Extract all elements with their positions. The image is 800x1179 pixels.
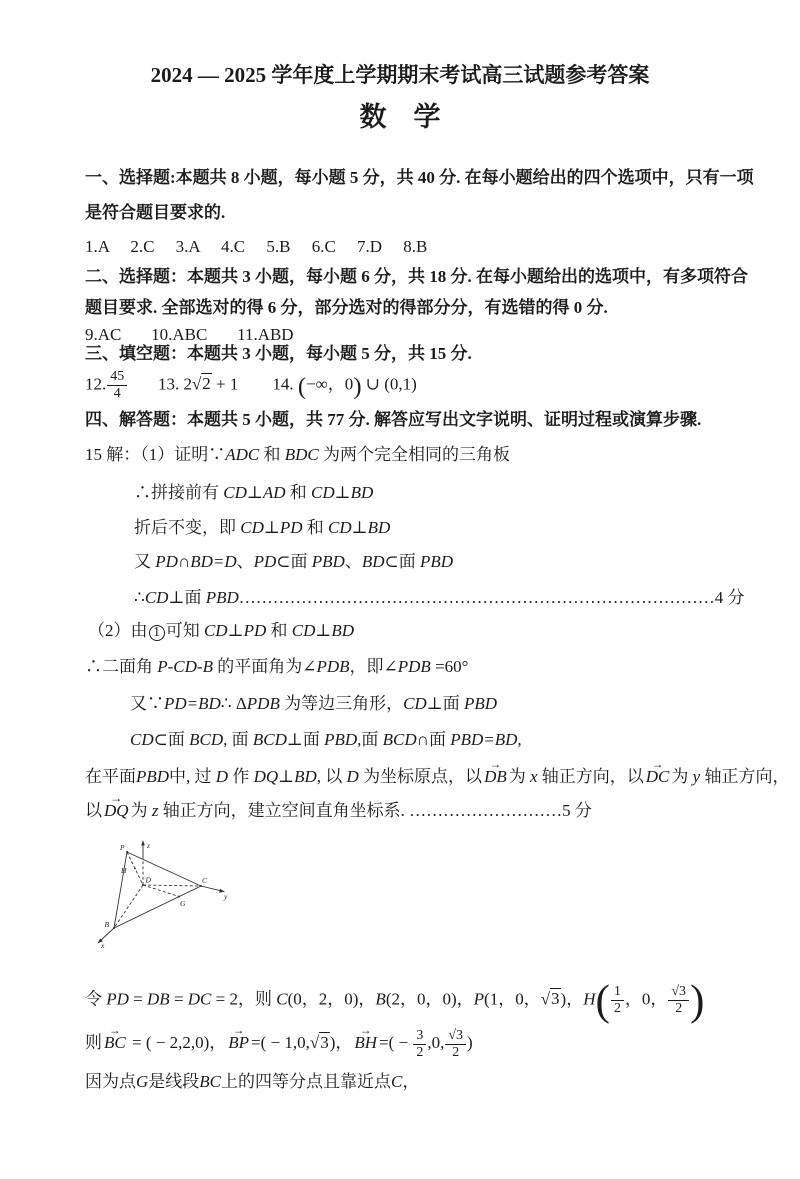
point-g bbox=[178, 896, 180, 898]
q15-solution-line10: 在平面PBD中, 过 D 作 DQ⊥BD, 以 D 为坐标原点，以 → DB 为 x 轴正方向，以 → DC 为 y 轴正方向， bbox=[85, 757, 790, 786]
section1-heading-line1: 一、选择题:本题共 8 小题，每小题 5 分，共 40 分. 在每小题给出的四个选项中，只有一项 bbox=[85, 168, 754, 187]
point-b bbox=[113, 927, 115, 929]
figure-label-x: x bbox=[101, 941, 105, 950]
q15-solution-line7: ∴二面角 P-CD-B 的平面角为∠PDB，即∠PDB =60° bbox=[85, 657, 469, 676]
figure-label-d: D bbox=[145, 875, 151, 885]
q15-solution-line1: 15 解：（1）证明∵ADC 和 BDC 为两个完全相同的三角板 bbox=[85, 445, 510, 464]
q15-solution-line13: 则 → BC = ( − 2,2,0)， → BP =( − 1,0,√3)， → BH =( − $\frac{3}{2}$ ,0, $\frac{√3}{2}$ ) bbox=[85, 1023, 473, 1060]
figure-label-g: G bbox=[180, 899, 186, 908]
figure-dashed-db bbox=[114, 885, 143, 928]
figure-label-y: y bbox=[224, 892, 228, 901]
point-d bbox=[142, 884, 144, 886]
section2-heading-line2: 题目要求. 全部选对的得 6 分，部分选对的得部分分，有选错的得 0 分. bbox=[85, 298, 608, 317]
q15-solution-line11: 以 → DQ 为 z 轴正方向，建立空间直角坐标系. ………………………5 分 bbox=[85, 791, 592, 820]
point-c bbox=[200, 885, 202, 887]
answers-q12-14: 12. $\frac{45}{4}$ 13. 2√2 + 1 14. (−∞，0) ∪ (0,1) bbox=[85, 369, 417, 401]
subject-title: 数 学 bbox=[359, 102, 441, 132]
answers-q1-8: 1.A 2.C 3.A 4.C 5.B 6.C 7.D 8.B bbox=[85, 237, 428, 256]
q15-solution-line8: 又∵PD=BD∴ ΔPDB 为等边三角形，CD⊥面 PBD bbox=[130, 694, 498, 713]
figure-dashed-dg bbox=[143, 885, 179, 897]
exam-title: 2024 — 2025 学年度上学期期末考试高三试题参考答案 bbox=[150, 63, 650, 87]
section3-heading: 三、填空题：本题共 3 小题，每小题 5 分，共 15 分. bbox=[85, 344, 472, 363]
figure-label-z: z bbox=[147, 841, 150, 850]
q15-solution-line5: ∴CD⊥面 PBD…………………………………………………………………………4 分 bbox=[134, 588, 745, 607]
q15-solution-line14: 因为点G是线段BC上的四等分点且靠近点C， bbox=[85, 1072, 420, 1091]
q15-solution-line3: 折后不变，即 CD⊥PD 和 CD⊥BD bbox=[134, 518, 391, 537]
section1-heading-line2: 是符合题目要求的. bbox=[85, 203, 226, 222]
coordinate-figure bbox=[88, 833, 238, 965]
figure-label-b: B bbox=[104, 920, 110, 929]
figure-dashed-dc bbox=[143, 885, 201, 886]
z-axis-arrowhead bbox=[141, 840, 145, 846]
point-h bbox=[134, 868, 136, 870]
section4-heading: 四、解答题：本题共 5 小题，共 77 分. 解答应写出文字说明、证明过程或演算步骤. bbox=[85, 410, 702, 429]
figure-edge-pb bbox=[114, 852, 127, 928]
section2-heading-line1: 二、选择题：本题共 3 小题，每小题 6 分，共 18 分. 在每小题给出的选项中，有多项符合 bbox=[85, 267, 748, 286]
point-p bbox=[126, 851, 128, 853]
q15-solution-line12: 令 PD = DB = DC = 2，则 C(0，2，0)，B(2，0，0)，P(1，0，√3)，H( $\frac{1}{2}$ ，0， $\frac{√3}{2}$ ) bbox=[85, 976, 705, 1025]
figure-edge-bc bbox=[114, 886, 201, 928]
q15-solution-line9: CD⊂面 BCD, 面 BCD⊥面 PBD,面 BCD∩面 PBD=BD, bbox=[130, 730, 522, 749]
q15-solution-line6: （2）由 1 可知 CD⊥PD 和 CD⊥BD bbox=[88, 621, 354, 640]
figure-label-p: P bbox=[120, 843, 125, 852]
figure-label-c: C bbox=[202, 876, 208, 885]
q15-solution-line4: 又 PD∩BD=D、PD⊂面 PBD、BD⊂面 PBD bbox=[134, 552, 454, 571]
figure-label-h: H bbox=[121, 866, 127, 875]
answers-q9-11: 9.AC 10.ABC 11.ABD bbox=[85, 325, 294, 344]
figure-edge-pc bbox=[127, 852, 201, 886]
q15-solution-line2: ∴拼接前有 CD⊥AD 和 CD⊥BD bbox=[134, 483, 374, 502]
